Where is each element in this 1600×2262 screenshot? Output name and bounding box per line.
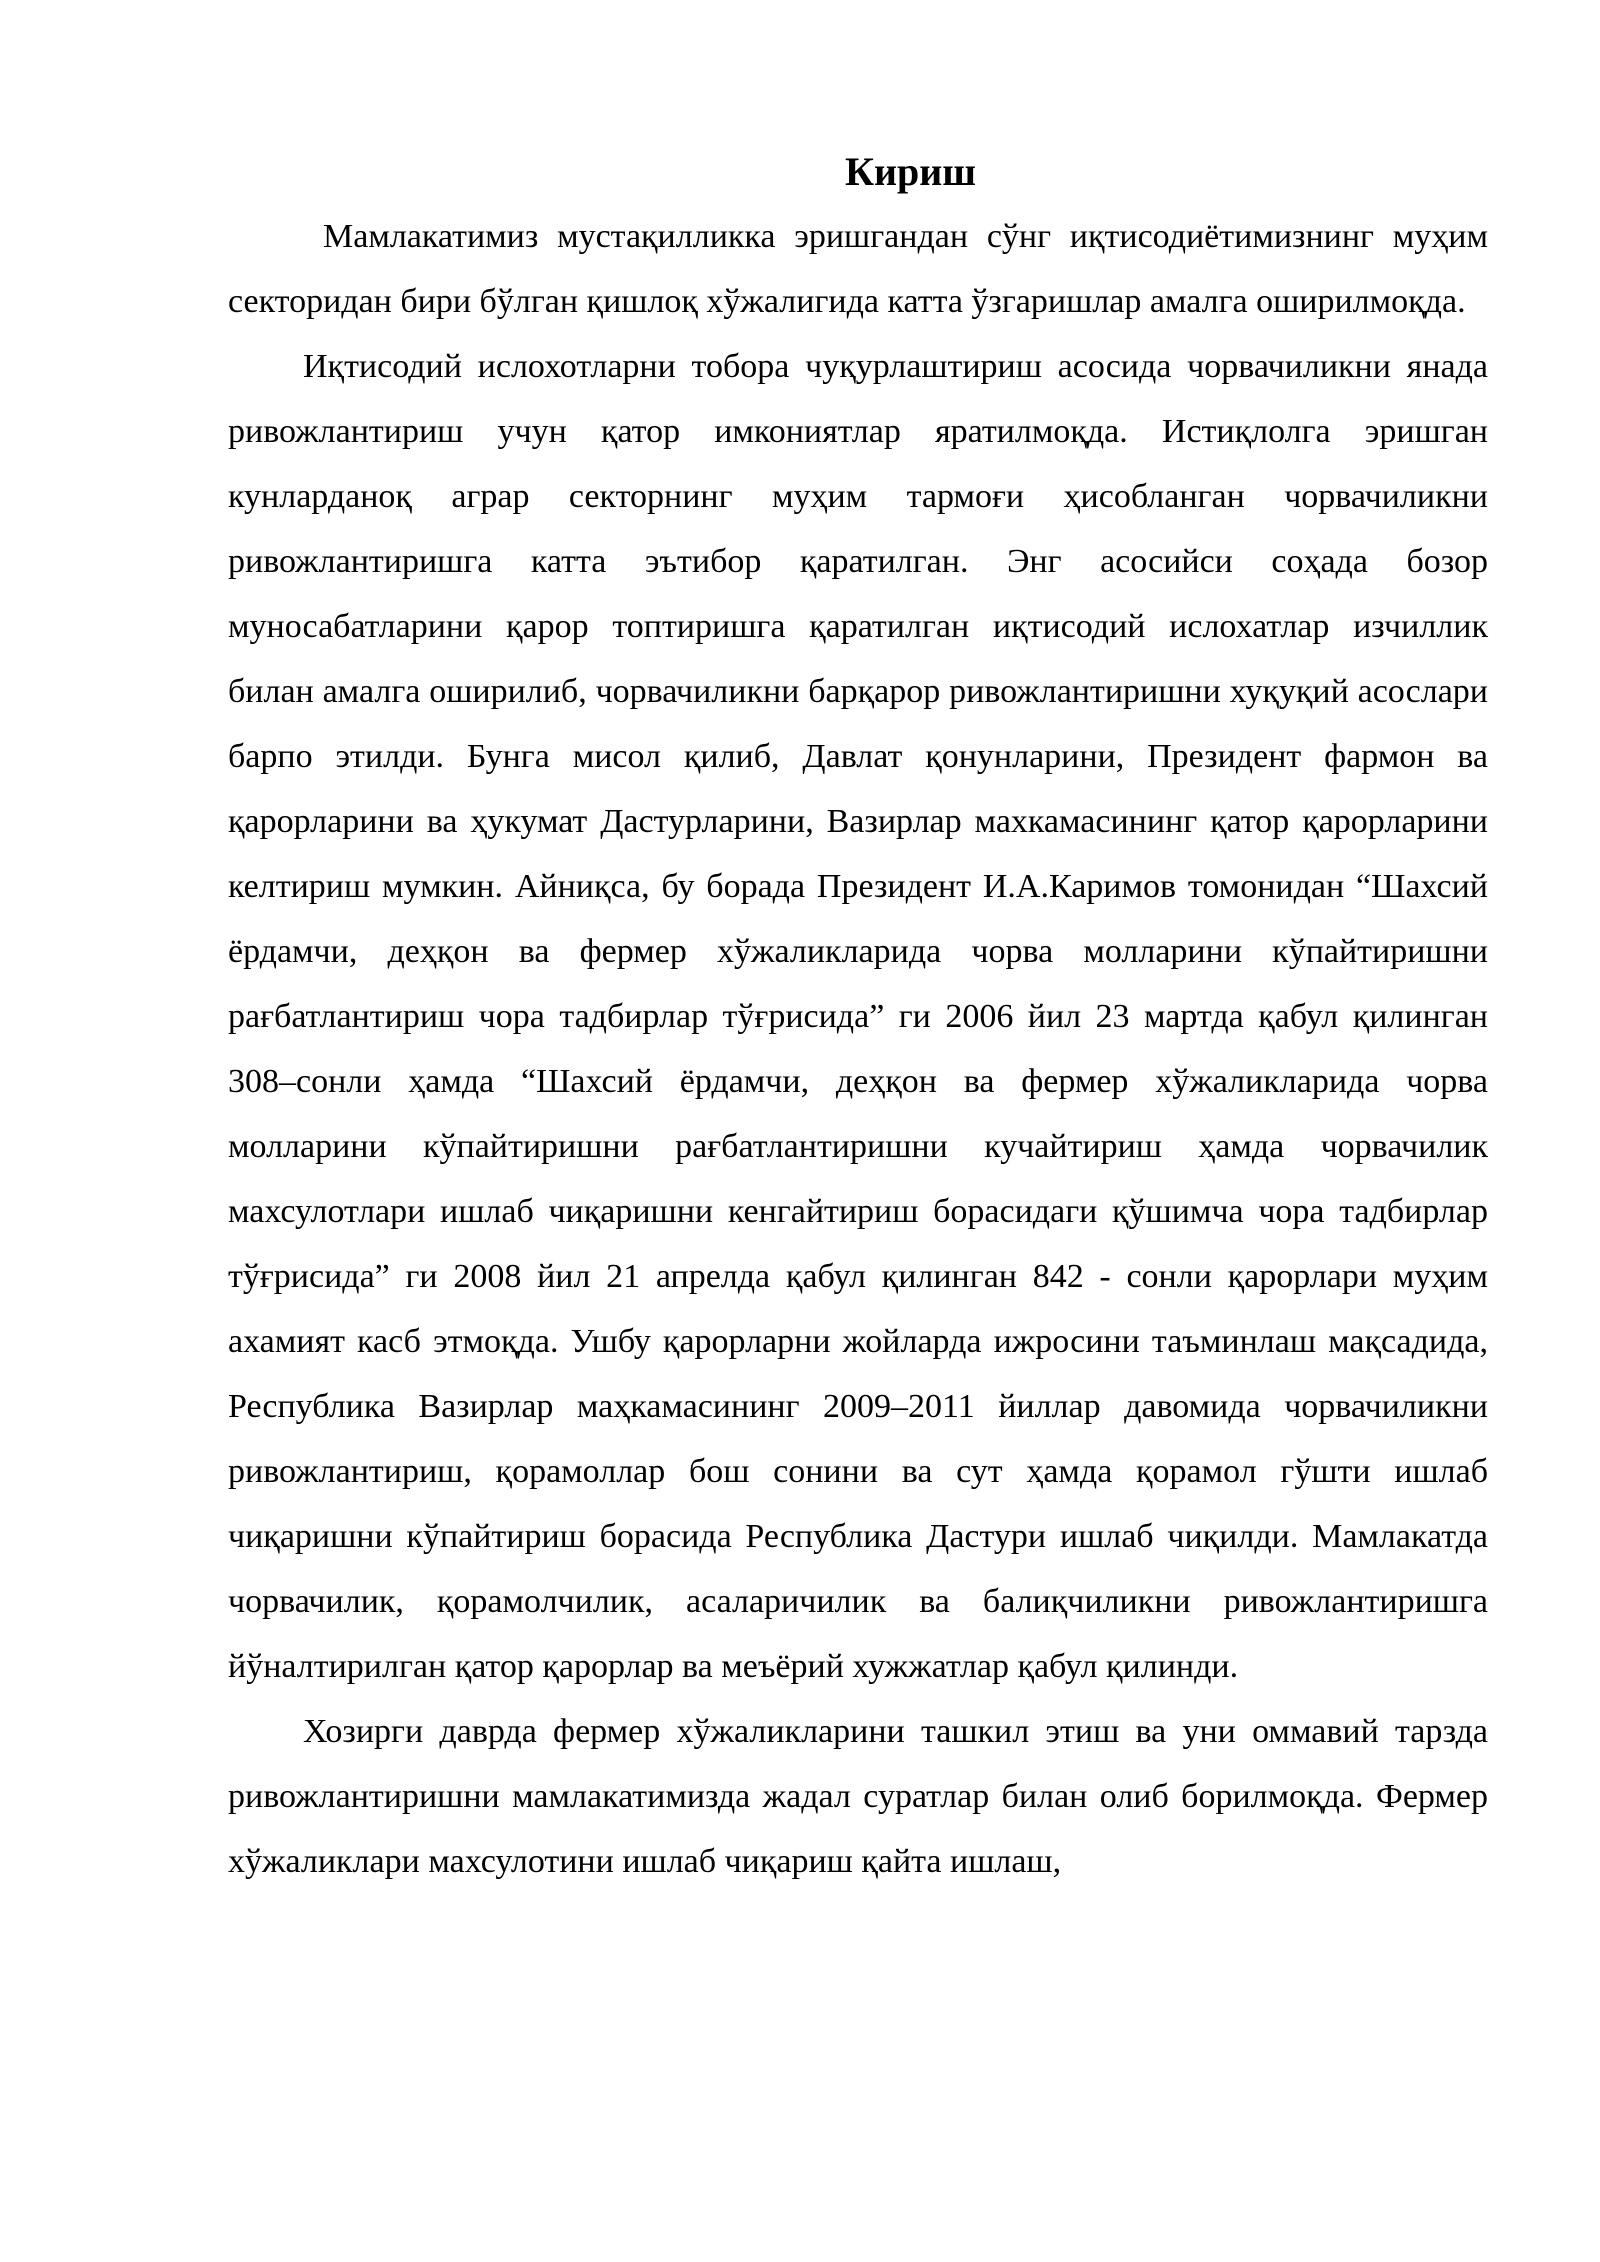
paragraph-reforms: Иқтисодий ислохотларни тобора чуқурлаштириш асосида чорвачиликни янада ривожлантириш учун қатор имкониятлар яратилмоқда. Истиқлолга эришган кунларданоқ аграр секторнинг муҳим тармоғи ҳисобланган чорвачиликни ривожлантиришга катта эътибор қаратилган. Энг асосийси соҳада бозор муносабатларини қарор топтиришга қаратилган иқтисодий ислохатлар изчиллик билан амалга оширилиб, чорвачиликни барқарор ривожлантиришни хуқуқий асослари барпо этилди. Бунга мисол қилиб, Давлат қонунларини, Президент фармон ва қарорларини ва ҳукумат Дастурларини, Вазирлар махкамасининг қатор қарорларини келтириш мумкин. Айниқса, бу борада Президент И.А.Каримов томонидан “Шахсий ёрдамчи, деҳқон ва фермер хўжаликларида чорва молларини кўпайтиришни рағбатлантириш чора тадбирлар тўғрисида” ги 2006 йил 23 мартда қабул қилинган 308–сонли ҳамда “Шахсий ёрдамчи, деҳқон ва фермер хўжаликларида чорва молларини кўпайтиришни рағбатлантиришни кучайтириш ҳамда чорвачилик махсулотлари ишлаб чиқаришни кенгайтириш борасидаги қўшимча чора тадбирлар тўғрисида” ги 2008 йил 21 апрелда қабул қилинган 842 - сонли қарорлари муҳим ахамият касб этмоқда. Ушбу қарорларни жойларда ижросини таъминлаш мақсадида, Республика Вазирлар маҳкамасининг 2009–2011 йиллар давомида чорвачиликни ривожлантириш, қорамоллар бош сонини ва сут ҳамда қорамол гўшти ишлаб чиқаришни кўпайтириш борасида Республика Дастури ишлаб чиқилди. Мамлакатда чорвачилик, қорамолчилик, асаларичилик ва балиқчиликни ривожлантиришга йўналтирилган қатор қарорлар ва меъёрий хужжатлар қабул қилинди.	[228, 348, 1488, 1685]
document-body	[228, 140, 1488, 1894]
paragraph-farms: Хозирги даврда фермер хўжаликларини ташкил этиш ва уни оммавий тарзда ривожлантиришни мамлакатимизда жадал суратлар билан олиб борилмоқда. Фермер хўжаликлари махсулотини ишлаб чиқариш қайта ишлаш,	[228, 1713, 1488, 1880]
paragraph-intro: Мамлакатимиз мустақилликка эришгандан сўнг иқтисодиётимизнинг муҳим секторидан бири бўлган қишлоқ хўжалигида катта ўзгаришлар амалга оширилмоқда.	[228, 218, 1488, 320]
page-title: Кириш	[844, 149, 977, 194]
